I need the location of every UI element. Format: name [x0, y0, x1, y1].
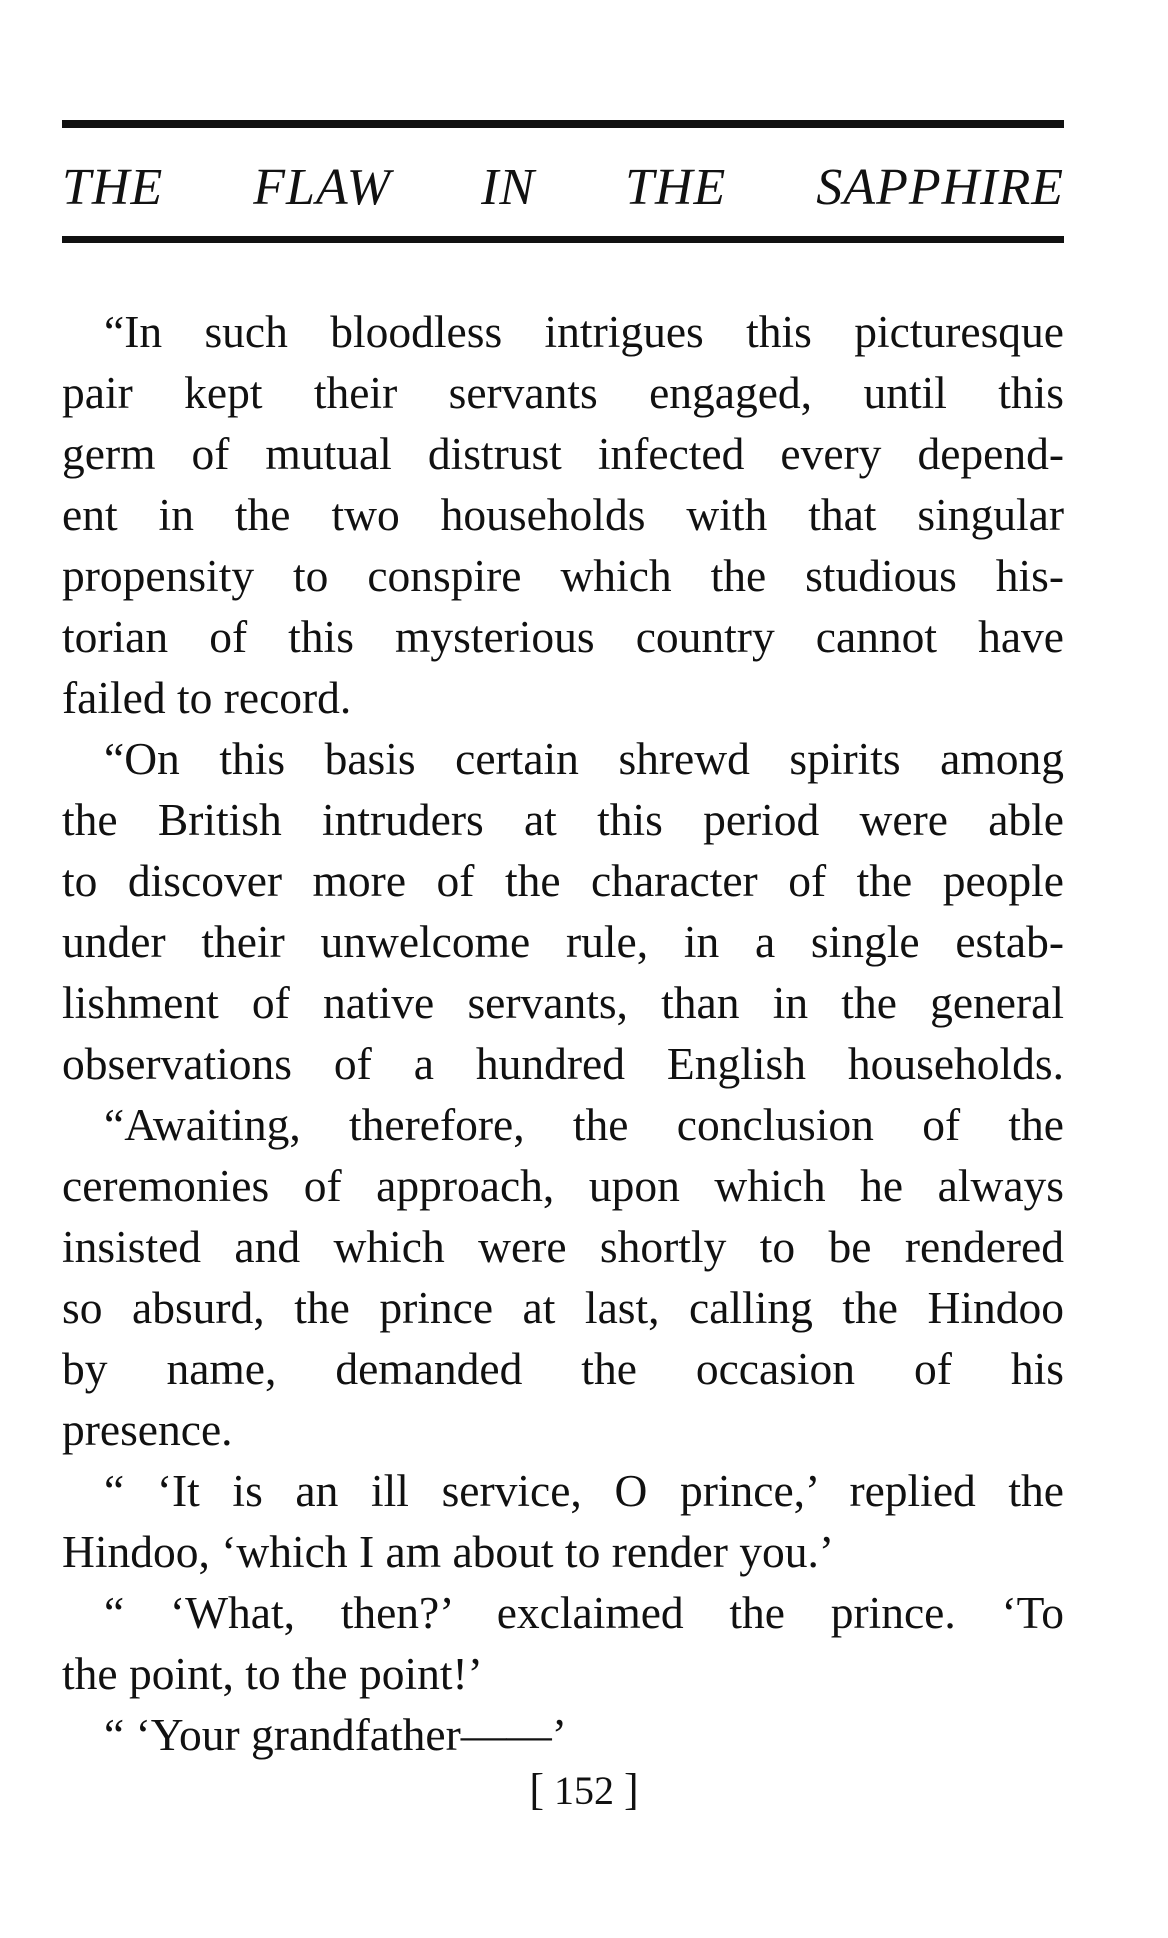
- text-line: “ ‘It is an ill service, O prince,’ replied the: [104, 1465, 1064, 1516]
- text-line: so absurd, the prince at last, calling the Hindoo: [62, 1282, 1064, 1333]
- text-line: presence.: [62, 1404, 233, 1455]
- text-line: torian of this mysterious country cannot have: [62, 611, 1064, 662]
- text-line: ent in the two households with that singular: [62, 489, 1064, 540]
- text-line: under their unwelcome rule, in a single estab-: [62, 916, 1064, 967]
- text-line: to discover more of the character of the people: [62, 855, 1064, 906]
- text-line: ceremonies of approach, upon which he always: [62, 1160, 1064, 1211]
- paragraph-4: [62, 1460, 1064, 1582]
- text-line: “In such bloodless intrigues this picturesque: [104, 306, 1064, 357]
- text-line: pair kept their servants engaged, until this: [62, 367, 1064, 418]
- text-line: Hindoo, ‘which I am about to render you.’: [62, 1526, 835, 1577]
- text-line: “ ‘What, then?’ exclaimed the prince. ‘To: [104, 1587, 1064, 1638]
- page-number-footer: [0, 1765, 1168, 1814]
- text-line: “On this basis certain shrewd spirits among: [104, 733, 1064, 784]
- text-line: insisted and which were shortly to be rendered: [62, 1221, 1064, 1272]
- book-page: [62, 120, 1064, 1765]
- text-line: failed to record.: [62, 672, 352, 723]
- text-line: propensity to conspire which the studious his-: [62, 550, 1064, 601]
- header-rule-top: [62, 120, 1064, 128]
- paragraph-2: [62, 728, 1064, 1094]
- body-text: [62, 301, 1064, 1765]
- page-number: 152: [554, 1768, 614, 1813]
- text-line: lishment of native servants, than in the general: [62, 977, 1064, 1028]
- text-line: the point, to the point!’: [62, 1648, 483, 1699]
- paragraph-5: [62, 1582, 1064, 1704]
- text-line: “Awaiting, therefore, the conclusion of the: [104, 1099, 1064, 1150]
- text-line: observations of a hundred English households.: [62, 1038, 1064, 1089]
- paragraph-3: [62, 1094, 1064, 1460]
- folio-open-bracket: [: [529, 1765, 544, 1814]
- paragraph-1: [62, 301, 1064, 728]
- running-head-title: THE FLAW IN THE SAPPHIRE: [62, 159, 1064, 216]
- text-line: by name, demanded the occasion of his: [62, 1343, 1064, 1394]
- header-rule-bottom: [62, 236, 1064, 243]
- text-line: germ of mutual distrust infected every depend-: [62, 428, 1064, 479]
- text-line: the British intruders at this period were able: [62, 794, 1064, 845]
- folio-close-bracket: ]: [624, 1765, 639, 1814]
- paragraph-6: [62, 1704, 1064, 1765]
- text-line: “ ‘Your grandfather——’: [104, 1709, 567, 1760]
